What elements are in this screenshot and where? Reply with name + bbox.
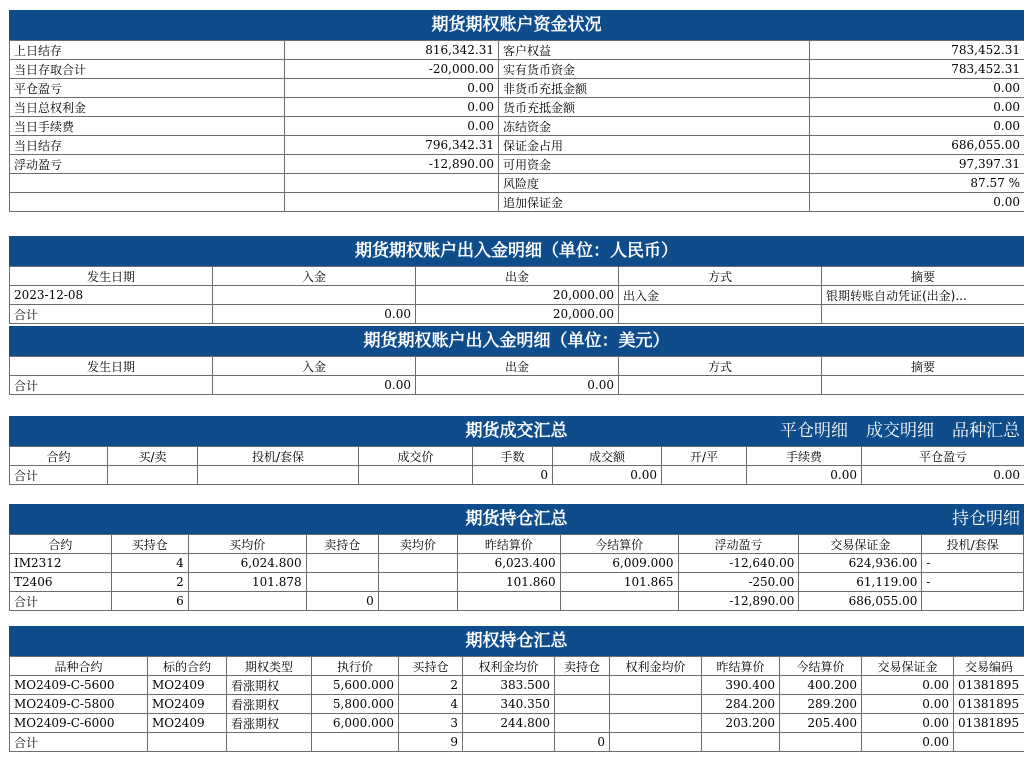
header-link[interactable]: 持仓明细 [952, 509, 1020, 529]
column-header: 摘要 [822, 267, 1024, 286]
table-cell: 0.00 [862, 733, 954, 752]
trades-total-label: 合计 [10, 466, 108, 485]
column-header: 出金 [416, 267, 619, 286]
table-cell: 87.57 % [810, 174, 1024, 193]
table-cell: 0.00 [416, 376, 619, 395]
column-header: 买均价 [188, 535, 306, 554]
positions-section [9, 504, 1024, 611]
positions-header [9, 504, 1024, 534]
table-cell [780, 733, 862, 752]
table-cell: 289.200 [780, 695, 862, 714]
column-header: 平仓盈亏 [862, 447, 1024, 466]
table-cell [610, 714, 702, 733]
table-cell: 6,023.400 [458, 554, 561, 573]
table-cell [702, 733, 780, 752]
column-header: 入金 [213, 357, 416, 376]
table-cell [458, 592, 561, 611]
table-cell: MO2409 [148, 676, 227, 695]
header-link[interactable]: 品种汇总 [952, 421, 1020, 441]
header-link[interactable]: 平仓明细 [780, 421, 848, 441]
usd-title: 期货期权账户出入金明细（单位：美元） [9, 326, 1024, 356]
table-cell [148, 733, 227, 752]
table-cell: 20,000.00 [416, 286, 619, 305]
trades-total-pnl: 0.00 [862, 466, 1024, 485]
table-cell: 796,342.31 [285, 136, 499, 155]
trades-links [762, 416, 1020, 446]
table-cell: 0.00 [285, 98, 499, 117]
table-cell: 101.865 [560, 573, 678, 592]
table-row [10, 41, 1024, 60]
table-cell: 上日结存 [10, 41, 285, 60]
table-cell [560, 592, 678, 611]
table-cell: 追加保证金 [499, 193, 810, 212]
table-cell: 203.200 [702, 714, 780, 733]
column-header: 开/平 [662, 447, 747, 466]
column-header: 方式 [619, 357, 822, 376]
table-cell: 9 [399, 733, 463, 752]
table-cell [822, 376, 1024, 395]
table-cell: 4 [111, 554, 188, 573]
table-cell: -250.00 [678, 573, 799, 592]
table-cell: MO2409 [148, 695, 227, 714]
table-cell: 保证金占用 [499, 136, 810, 155]
header-row [10, 657, 1024, 676]
table-row [10, 155, 1024, 174]
table-cell: 冻结资金 [499, 117, 810, 136]
table-cell: 101.860 [458, 573, 561, 592]
table-cell: - [922, 573, 1024, 592]
table-row [10, 376, 1024, 395]
column-header: 成交价 [359, 447, 473, 466]
table-cell [378, 592, 457, 611]
options-table [9, 656, 1024, 752]
table-cell: 284.200 [702, 695, 780, 714]
header-row [10, 267, 1024, 286]
column-header: 发生日期 [10, 357, 213, 376]
table-cell: 浮动盈亏 [10, 155, 285, 174]
table-row [10, 305, 1024, 324]
table-cell: 0.00 [862, 714, 954, 733]
table-cell: IM2312 [10, 554, 112, 573]
table-cell [213, 286, 416, 305]
table-cell: 0.00 [285, 117, 499, 136]
table-row [10, 117, 1024, 136]
table-cell: 银期转账自动凭证(出金)... [822, 286, 1024, 305]
trades-header [9, 416, 1024, 446]
table-cell: 可用资金 [499, 155, 810, 174]
table-row [10, 676, 1024, 695]
table-cell: 0.00 [810, 117, 1024, 136]
column-header: 标的合约 [148, 657, 227, 676]
usd-section [9, 326, 1024, 395]
table-cell: - [922, 554, 1024, 573]
table-cell: 4 [399, 695, 463, 714]
account-table [9, 40, 1024, 212]
table-cell: MO2409-C-5800 [10, 695, 148, 714]
trades-title: 期货成交汇总 [465, 421, 568, 441]
column-header: 方式 [619, 267, 822, 286]
table-cell: T2406 [10, 573, 112, 592]
table-cell: 0.00 [862, 676, 954, 695]
table-cell: 当日存取合计 [10, 60, 285, 79]
column-header: 合约 [10, 535, 112, 554]
table-cell [10, 174, 285, 193]
table-cell [285, 193, 499, 212]
table-cell: -12,640.00 [678, 554, 799, 573]
table-cell: 客户权益 [499, 41, 810, 60]
table-cell: 当日手续费 [10, 117, 285, 136]
column-header: 卖持仓 [555, 657, 610, 676]
options-section [9, 626, 1024, 752]
table-cell: 6,009.000 [560, 554, 678, 573]
table-cell [378, 554, 457, 573]
table-cell [822, 305, 1024, 324]
table-cell: 0.00 [810, 79, 1024, 98]
table-cell [954, 733, 1024, 752]
table-cell: 0.00 [810, 193, 1024, 212]
table-cell: 实有货币资金 [499, 60, 810, 79]
account-title: 期货期权账户资金状况 [9, 10, 1024, 40]
column-header: 今结算价 [560, 535, 678, 554]
table-cell: 货币充抵金额 [499, 98, 810, 117]
table-cell: -12,890.00 [678, 592, 799, 611]
table-cell [463, 733, 555, 752]
table-cell: 看涨期权 [227, 714, 312, 733]
table-cell: 686,055.00 [799, 592, 922, 611]
table-cell: 101.878 [188, 573, 306, 592]
usd-table [9, 356, 1024, 395]
table-cell [227, 733, 312, 752]
table-cell: 0.00 [213, 305, 416, 324]
column-header: 品种合约 [10, 657, 148, 676]
table-cell [619, 376, 822, 395]
table-row [10, 592, 1024, 611]
table-cell: MO2409-C-5600 [10, 676, 148, 695]
cny-section [9, 236, 1024, 324]
column-header: 卖均价 [378, 535, 457, 554]
table-cell: 383.500 [463, 676, 555, 695]
table-cell: 2 [111, 573, 188, 592]
table-cell [555, 714, 610, 733]
table-cell: 3 [399, 714, 463, 733]
table-row [10, 193, 1024, 212]
column-header: 交易保证金 [799, 535, 922, 554]
table-cell: 61,119.00 [799, 573, 922, 592]
table-cell: 5,800.000 [312, 695, 399, 714]
table-row [10, 554, 1024, 573]
table-cell: 400.200 [780, 676, 862, 695]
column-header: 执行价 [312, 657, 399, 676]
table-cell: 01381895 [954, 695, 1024, 714]
table-cell: MO2409-C-6000 [10, 714, 148, 733]
table-row [10, 695, 1024, 714]
table-cell [378, 573, 457, 592]
column-header: 浮动盈亏 [678, 535, 799, 554]
table-cell: 624,936.00 [799, 554, 922, 573]
table-row [10, 466, 1024, 485]
column-header: 昨结算价 [702, 657, 780, 676]
column-header: 期权类型 [227, 657, 312, 676]
column-header: 成交额 [553, 447, 662, 466]
table-cell: 6,024.800 [188, 554, 306, 573]
cny-table [9, 266, 1024, 324]
column-header: 买/卖 [108, 447, 198, 466]
table-cell: -12,890.00 [285, 155, 499, 174]
table-cell [306, 573, 378, 592]
table-row [10, 60, 1024, 79]
table-cell: 0 [555, 733, 610, 752]
table-cell [610, 733, 702, 752]
table-cell: 01381895 [954, 714, 1024, 733]
column-header: 昨结算价 [458, 535, 561, 554]
table-cell: 2 [399, 676, 463, 695]
table-cell [610, 676, 702, 695]
header-row [10, 357, 1024, 376]
table-cell [306, 554, 378, 573]
table-cell: 非货币充抵金额 [499, 79, 810, 98]
column-header: 手续费 [747, 447, 862, 466]
table-row [10, 286, 1024, 305]
options-title: 期权持仓汇总 [9, 626, 1024, 656]
column-header: 交易保证金 [862, 657, 954, 676]
column-header: 卖持仓 [306, 535, 378, 554]
table-cell: 合计 [10, 733, 148, 752]
table-cell: 5,600.000 [312, 676, 399, 695]
table-cell: 783,452.31 [810, 41, 1024, 60]
table-cell: 97,397.31 [810, 155, 1024, 174]
trades-total-fee: 0.00 [747, 466, 862, 485]
column-header: 权利金均价 [610, 657, 702, 676]
table-cell: 390.400 [702, 676, 780, 695]
table-row [10, 98, 1024, 117]
table-cell: 合计 [10, 305, 213, 324]
table-cell [619, 305, 822, 324]
column-header: 投机/套保 [922, 535, 1024, 554]
table-cell: 0.00 [285, 79, 499, 98]
table-row [10, 573, 1024, 592]
table-cell: -20,000.00 [285, 60, 499, 79]
positions-table [9, 534, 1024, 611]
column-header: 手数 [473, 447, 553, 466]
table-cell: 0 [306, 592, 378, 611]
table-cell: 2023-12-08 [10, 286, 213, 305]
table-cell [555, 676, 610, 695]
trades-section [9, 416, 1024, 485]
table-cell: 6,000.000 [312, 714, 399, 733]
column-header: 权利金均价 [463, 657, 555, 676]
table-cell: 0.00 [213, 376, 416, 395]
table-cell: 合计 [10, 592, 112, 611]
table-cell: 平仓盈亏 [10, 79, 285, 98]
column-header: 今结算价 [780, 657, 862, 676]
positions-title: 期货持仓汇总 [465, 509, 568, 529]
table-cell [10, 193, 285, 212]
table-cell [312, 733, 399, 752]
header-row [10, 447, 1024, 466]
table-row [10, 714, 1024, 733]
column-header: 摘要 [822, 357, 1024, 376]
table-cell: 20,000.00 [416, 305, 619, 324]
table-cell: 看涨期权 [227, 676, 312, 695]
table-cell: 686,055.00 [810, 136, 1024, 155]
table-cell: 当日总权利金 [10, 98, 285, 117]
table-cell: 风险度 [499, 174, 810, 193]
table-cell: 244.800 [463, 714, 555, 733]
column-header: 入金 [213, 267, 416, 286]
table-cell: 看涨期权 [227, 695, 312, 714]
table-cell: 出入金 [619, 286, 822, 305]
table-cell [188, 592, 306, 611]
table-row [10, 136, 1024, 155]
table-row [10, 174, 1024, 193]
table-cell: 0.00 [810, 98, 1024, 117]
column-header: 买持仓 [399, 657, 463, 676]
table-row [10, 733, 1024, 752]
column-header: 出金 [416, 357, 619, 376]
column-header: 合约 [10, 447, 108, 466]
table-cell: 01381895 [954, 676, 1024, 695]
account-section [9, 10, 1024, 212]
trades-total-amount: 0.00 [553, 466, 662, 485]
trades-table [9, 446, 1024, 485]
column-header: 买持仓 [111, 535, 188, 554]
cny-title: 期货期权账户出入金明细（单位：人民币） [9, 236, 1024, 266]
table-cell: MO2409 [148, 714, 227, 733]
table-cell: 816,342.31 [285, 41, 499, 60]
table-cell: 340.350 [463, 695, 555, 714]
column-header: 发生日期 [10, 267, 213, 286]
table-cell: 合计 [10, 376, 213, 395]
trades-total-qty: 0 [473, 466, 553, 485]
table-cell [922, 592, 1024, 611]
positions-links [934, 504, 1020, 534]
table-cell: 205.400 [780, 714, 862, 733]
column-header: 交易编码 [954, 657, 1024, 676]
table-cell [610, 695, 702, 714]
table-cell: 6 [111, 592, 188, 611]
column-header: 投机/套保 [198, 447, 359, 466]
table-cell [285, 174, 499, 193]
table-row [10, 79, 1024, 98]
header-link[interactable]: 成交明细 [866, 421, 934, 441]
table-cell [555, 695, 610, 714]
table-cell: 783,452.31 [810, 60, 1024, 79]
table-cell: 0.00 [862, 695, 954, 714]
table-cell: 当日结存 [10, 136, 285, 155]
header-row [10, 535, 1024, 554]
